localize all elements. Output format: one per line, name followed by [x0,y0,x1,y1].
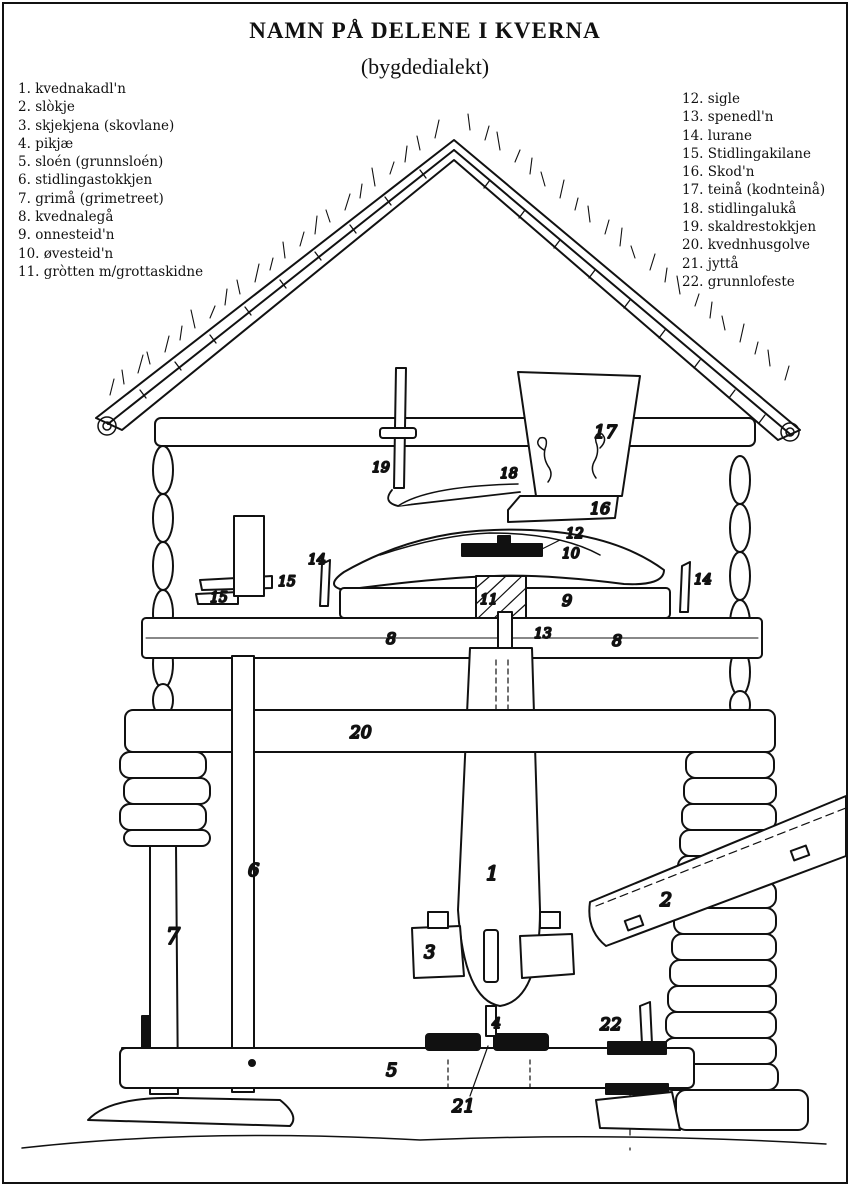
callout-5: 5 [386,1060,398,1081]
right-post [730,456,750,719]
legend-item: 8. kvednalegå [18,209,114,226]
legend-item: 12. sigle [682,91,740,107]
legend-item: 21. jyttå [682,255,739,272]
callout-17: 17 [594,422,617,443]
diagram-title: NAMN PÅ DELENE I KVERNA [249,18,601,43]
floor-beam [125,710,775,752]
callout-7: 7 [166,925,180,950]
bearing-blocks [426,1006,548,1050]
callout-20: 20 [350,723,372,743]
wedges [196,516,272,604]
legend-item: 19. skaldrestokkjen [682,219,817,236]
callout-22: 22 [600,1015,622,1035]
legend-item: 17. teinå (kodnteinå) [682,182,826,199]
legend-item: 18. stidlingalukå [682,200,797,217]
legend-item: 11. gròtten m/grottaskidne [18,263,204,280]
legend-item: 1. kvednakadl'n [18,81,126,97]
callout-14a: 14 [308,552,326,568]
callout-14b: 14 [694,572,712,588]
roof-shingle-marks [140,170,765,423]
callout-8a: 8 [386,629,397,648]
legend-item: 15. Stidlingakilane [682,145,811,162]
callout-9: 9 [562,591,573,610]
legend-item: 7. grimå (grimetreet) [18,190,164,207]
legend-item: 13. spenedl'n [682,109,774,126]
callout-16: 16 [590,499,611,518]
legend-item: 16. Skod'n [682,164,755,181]
callout-6: 6 [248,860,260,881]
callout-12: 12 [566,526,584,542]
legend-item: 4. pikjæ [18,135,74,152]
callout-3: 3 [424,942,436,963]
callout-10: 10 [562,546,580,562]
legend-item: 10. øvesteid'n [18,245,114,262]
legend-item: 6. stidlingastokkjen [18,172,153,189]
legend-item: 3. skjekjena (skovlane) [18,117,175,134]
callout-21: 21 [452,1096,475,1117]
diagram-subtitle: (bygdedialekt) [360,54,490,79]
left-stone-pier [120,752,210,846]
callout-15a: 15 [278,574,296,590]
legend-item: 14. lurane [682,127,752,144]
legend-item: 22. grunnlofeste [682,273,795,290]
legend-item: 20. kvednhusgolve [682,237,810,254]
callout-1: 1 [486,861,499,885]
roof [96,114,800,441]
callout-8b: 8 [612,631,623,650]
legend-item: 5. sloén (grunnsloén) [18,154,164,171]
legend-item: 2. slòkje [18,99,75,116]
callout-4: 4 [492,1016,501,1032]
callout-15b: 15 [210,590,228,606]
callout-19: 19 [372,460,390,476]
callout-13: 13 [534,626,552,642]
callout-11: 11 [480,592,498,608]
top-beam [155,418,755,446]
legend-item: 9. onnesteid'n [18,227,115,244]
callout-2: 2 [660,889,673,911]
left-post [153,446,173,716]
callout-18: 18 [500,466,518,482]
